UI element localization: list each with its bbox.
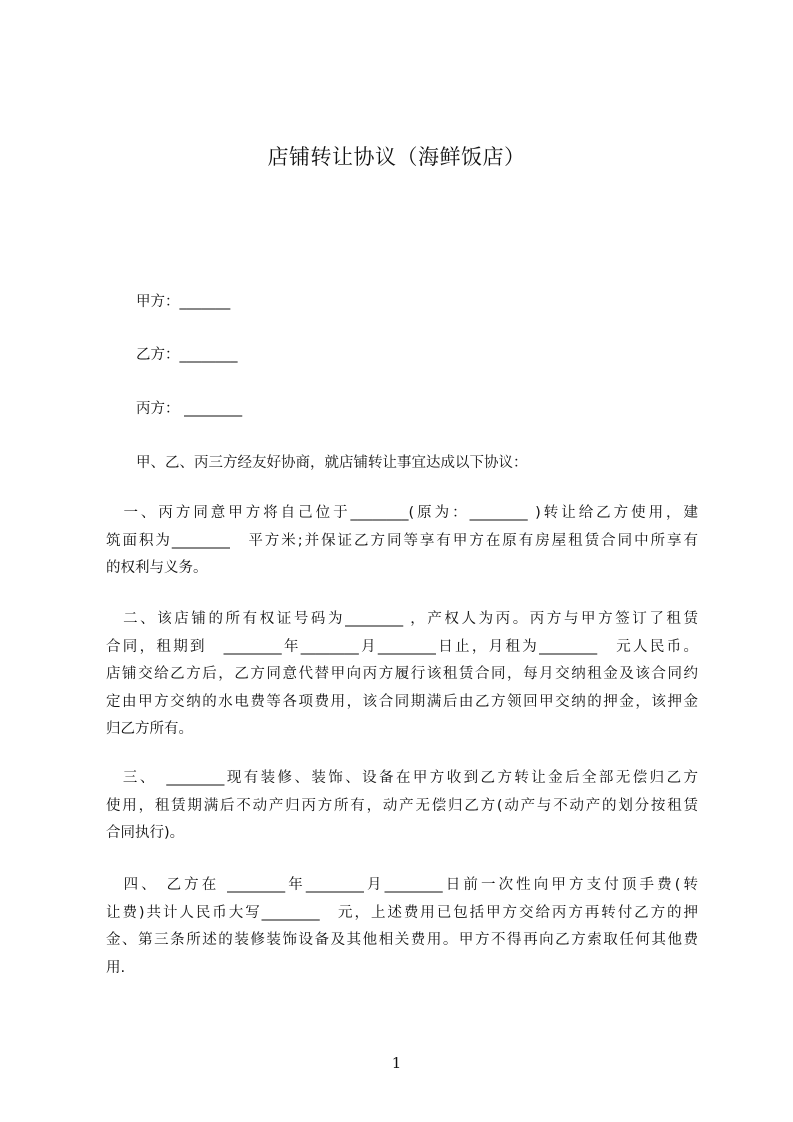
document-title: 店铺转让协议（海鲜饭店） — [267, 145, 526, 169]
clause-2-line: 店铺交给乙方后，乙方同意代替甲向丙方履行该租赁合同，每月交纳租金及该合同约 — [106, 666, 698, 682]
clause-4-line: 金、第三条所述的装修装饰设备及其他相关费用。甲方不得再向乙方索取任何其他费 — [106, 932, 698, 948]
page-number: 1 — [391, 1054, 402, 1072]
clause-2-line: 定由甲方交纳的水电费等各项费用，该合同期满后由乙方领回甲交纳的押金，该押金 — [106, 693, 698, 710]
clause-4-line: 四、 乙方在 ________年________月________日前一次性向甲方支付顶手费(转 — [106, 877, 698, 893]
clause-1-line: 筑面积为________ 平方米;并保证乙方同等享有甲方在原有房屋租赁合同中所享有 — [106, 532, 698, 549]
clause-4 — [106, 872, 698, 982]
party-b-line: 乙方：________ — [136, 347, 238, 363]
clause-3-line: 三、 ________现有装修、装饰、设备在甲方收到乙方转让金后全部无偿归乙方 — [106, 770, 698, 786]
clause-1 — [106, 500, 698, 583]
clause-2-line: 合同，租期到 ________年________月________日止，月租为________ 元人民币。 — [106, 638, 698, 655]
clause-4-line: 让费)共计人民币大写________ 元，上述费用已包括甲方交给丙方再转付乙方的押 — [106, 904, 698, 921]
clause-1-line: 一、丙方同意甲方将自己位于________(原为：________ )转让给乙方使用，建 — [106, 505, 698, 521]
clause-2 — [106, 606, 698, 744]
clause-4-line: 用. — [106, 959, 126, 976]
clause-2-line: 二、该店铺的所有权证号码为________ ，产权人为丙。丙方与甲方签订了租赁 — [106, 611, 698, 627]
party-a-line: 甲方：_______ — [136, 294, 231, 310]
clause-3 — [106, 765, 698, 848]
intro-paragraph: 甲、乙、丙三方经友好协商，就店铺转让事宜达成以下协议： — [136, 455, 528, 471]
clause-2-line: 归乙方所有。 — [106, 721, 193, 737]
clause-1-line: 的权利与义务。 — [106, 560, 208, 576]
party-c-line: 丙方： ________ — [136, 401, 243, 417]
clause-3-line: 使用，租赁期满后不动产归丙方所有，动产无偿归乙方(动产与不动产的划分按租赁 — [106, 797, 698, 814]
clause-3-line: 合同执行)。 — [106, 825, 185, 841]
